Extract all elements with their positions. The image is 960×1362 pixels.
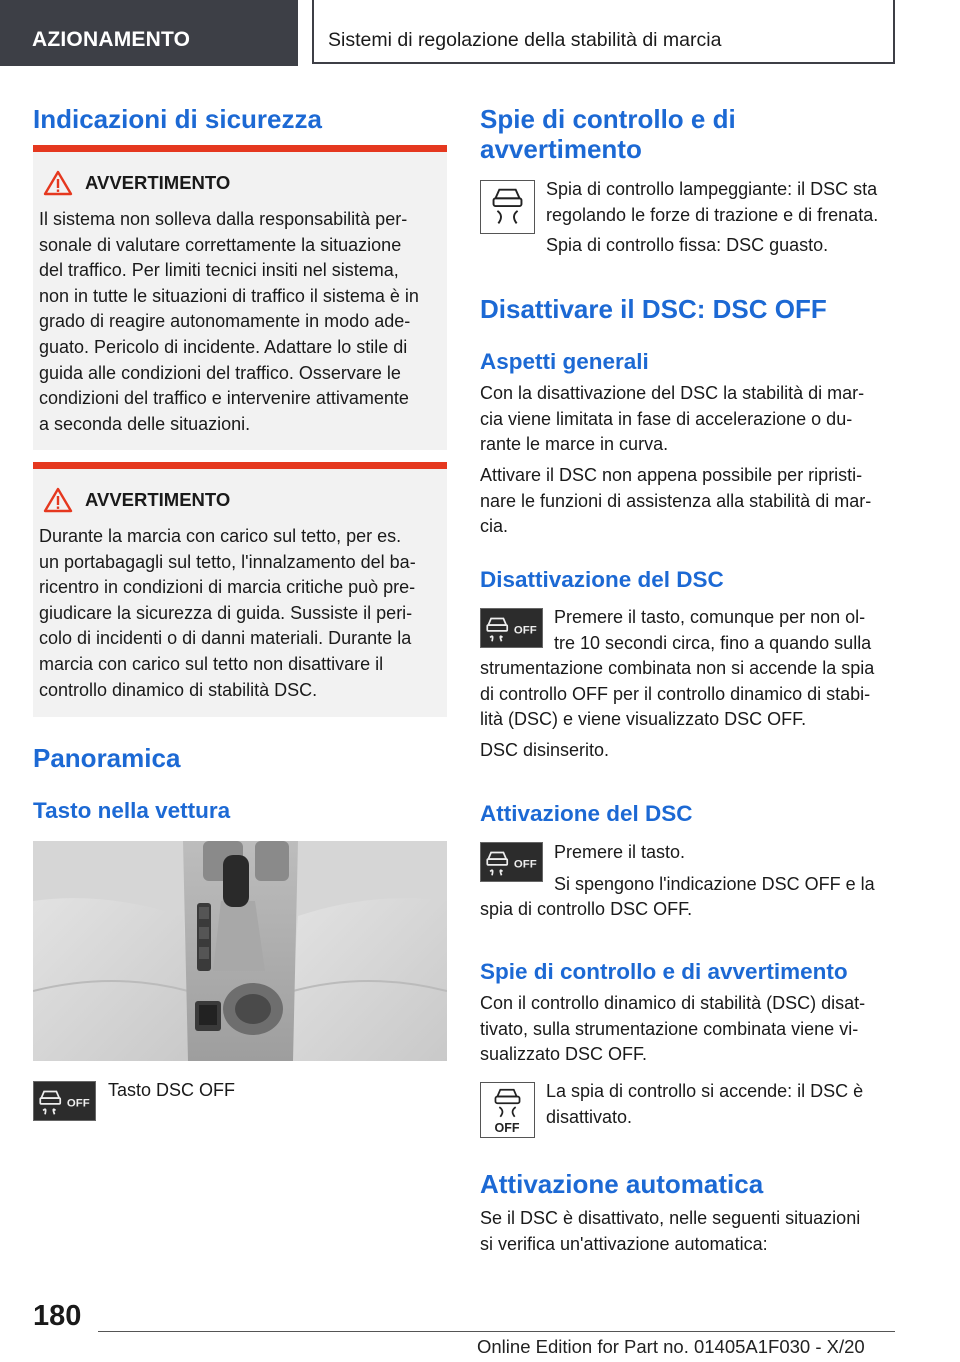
general-heading: Aspetti generali — [480, 349, 649, 374]
section-tab — [0, 0, 298, 66]
general-text-2: Attivare il DSC non appena possibile per ripristi- nare le funzioni di assistenza alla stabilità di mar- cia. — [480, 465, 872, 537]
lights-text-2: Spia di controllo fissa: DSC guasto. — [546, 235, 829, 255]
activation-heading: Attivazione del DSC — [480, 801, 693, 826]
svg-text:OFF: OFF — [66, 1097, 90, 1110]
deactivation-text-b: strumentazione combinata non si accende la spia di controllo OFF per il controllo dinamico di stabi- lità (DSC) e viene visualizzato DSC OFF. — [480, 658, 875, 730]
warning-title: AVVERTIMENTO — [85, 172, 231, 193]
warning-title: AVVERTIMENTO — [85, 489, 231, 510]
warning-box-2 — [33, 462, 447, 717]
section-title: AZIONAMENTO — [32, 28, 191, 51]
activation-text-1: Premere il tasto. — [554, 842, 686, 862]
activation-text-2b: spia di controllo DSC OFF. — [480, 899, 693, 919]
dsc-off-indicator-icon — [480, 1082, 535, 1138]
svg-text:OFF: OFF — [494, 1121, 520, 1136]
overview-heading: Panoramica — [33, 743, 181, 773]
warning-triangle-icon — [43, 170, 73, 196]
auto-activation-text: Se il DSC è disattivato, nelle seguenti situazioni si verifica un'attivazione automatica: — [480, 1208, 861, 1254]
dsc-off-button-icon — [480, 608, 543, 648]
page-number: 180 — [33, 1300, 82, 1332]
deactivation-text-a: Premere il tasto, comunque per non ol- tre 10 secondi circa, fino a quando sulla — [554, 607, 872, 653]
svg-text:OFF: OFF — [513, 858, 537, 871]
dsc-indicator-icon — [480, 180, 535, 234]
warning-box-1 — [33, 145, 447, 450]
activation-text-2a: Si spengono l'indicazione DSC OFF e la — [554, 874, 875, 894]
lights2-text-2: La spia di controllo si accende: il DSC è disattivato. — [546, 1081, 864, 1127]
button-caption: Tasto DSC OFF — [108, 1080, 236, 1100]
auto-activation-heading: Attivazione automatica — [480, 1169, 764, 1199]
warning-head — [43, 487, 230, 513]
svg-text:OFF: OFF — [513, 624, 537, 637]
warning-head — [43, 170, 230, 196]
lights-heading: Spie di controllo e di avvertimento — [480, 104, 736, 164]
footer-divider — [98, 1331, 895, 1332]
general-text-1: Con la disattivazione del DSC la stabilità di mar- cia viene limitata in fase di accelerazione o du- rante le marce in curva. — [480, 383, 865, 455]
edition-note: Online Edition for Part no. 01405A1F030 - X/20 — [477, 1336, 865, 1357]
safety-heading: Indicazioni di sicurezza — [33, 104, 322, 134]
chapter-header — [312, 0, 895, 64]
warning-triangle-icon — [43, 487, 73, 513]
warning-text: Il sistema non solleva dalla responsabilità per- sonale di valutare correttamente la situazione del traffico. Per limiti tecnici insiti nel sistema, non in tutte le situazioni di traffico il sistema è in grado di reagire autonomamente in modo ade- guato. Pericolo di incidente. Adattare lo stile di guida alle condizioni del traffico. Osservare le condizioni del traffico e intervenire attivamente a seconda delle situazioni. — [39, 209, 419, 434]
lights2-text: Con il controllo dinamico di stabilità (DSC) disat- tivato, sulla strumentazione combinata viene vi- sualizzato DSC OFF. — [480, 993, 866, 1065]
deactivation-heading: Disattivazione del DSC — [480, 567, 724, 592]
button-subheading: Tasto nella vettura — [33, 798, 231, 823]
chapter-title: Sistemi di regolazione della stabilità di marcia — [328, 29, 722, 51]
dsc-off-heading: Disattivare il DSC: DSC OFF — [480, 294, 827, 324]
dsc-off-button-icon — [33, 1081, 96, 1121]
dsc-off-button-icon — [480, 842, 543, 882]
center-console-photo — [33, 841, 447, 1061]
lights-text-1: Spia di controllo lampeggiante: il DSC sta regolando le forze di trazione e di frenata. — [546, 179, 879, 225]
warning-text: Durante la marcia con carico sul tetto, per es. un portabagagli sul tetto, l'innalzamento del ba- ricentro in condizioni di marcia critiche può pre- giudicare la sicurezza di guida. Sussiste il peri- colo di incidenti o di danni materiali. Durante la marcia con carico sul tetto non disattivare il controllo dinamico di stabilità DSC. — [39, 526, 416, 700]
deactivation-text-2: DSC disinserito. — [480, 740, 610, 760]
lights2-heading: Spie di controllo e di avvertimento — [480, 959, 848, 984]
